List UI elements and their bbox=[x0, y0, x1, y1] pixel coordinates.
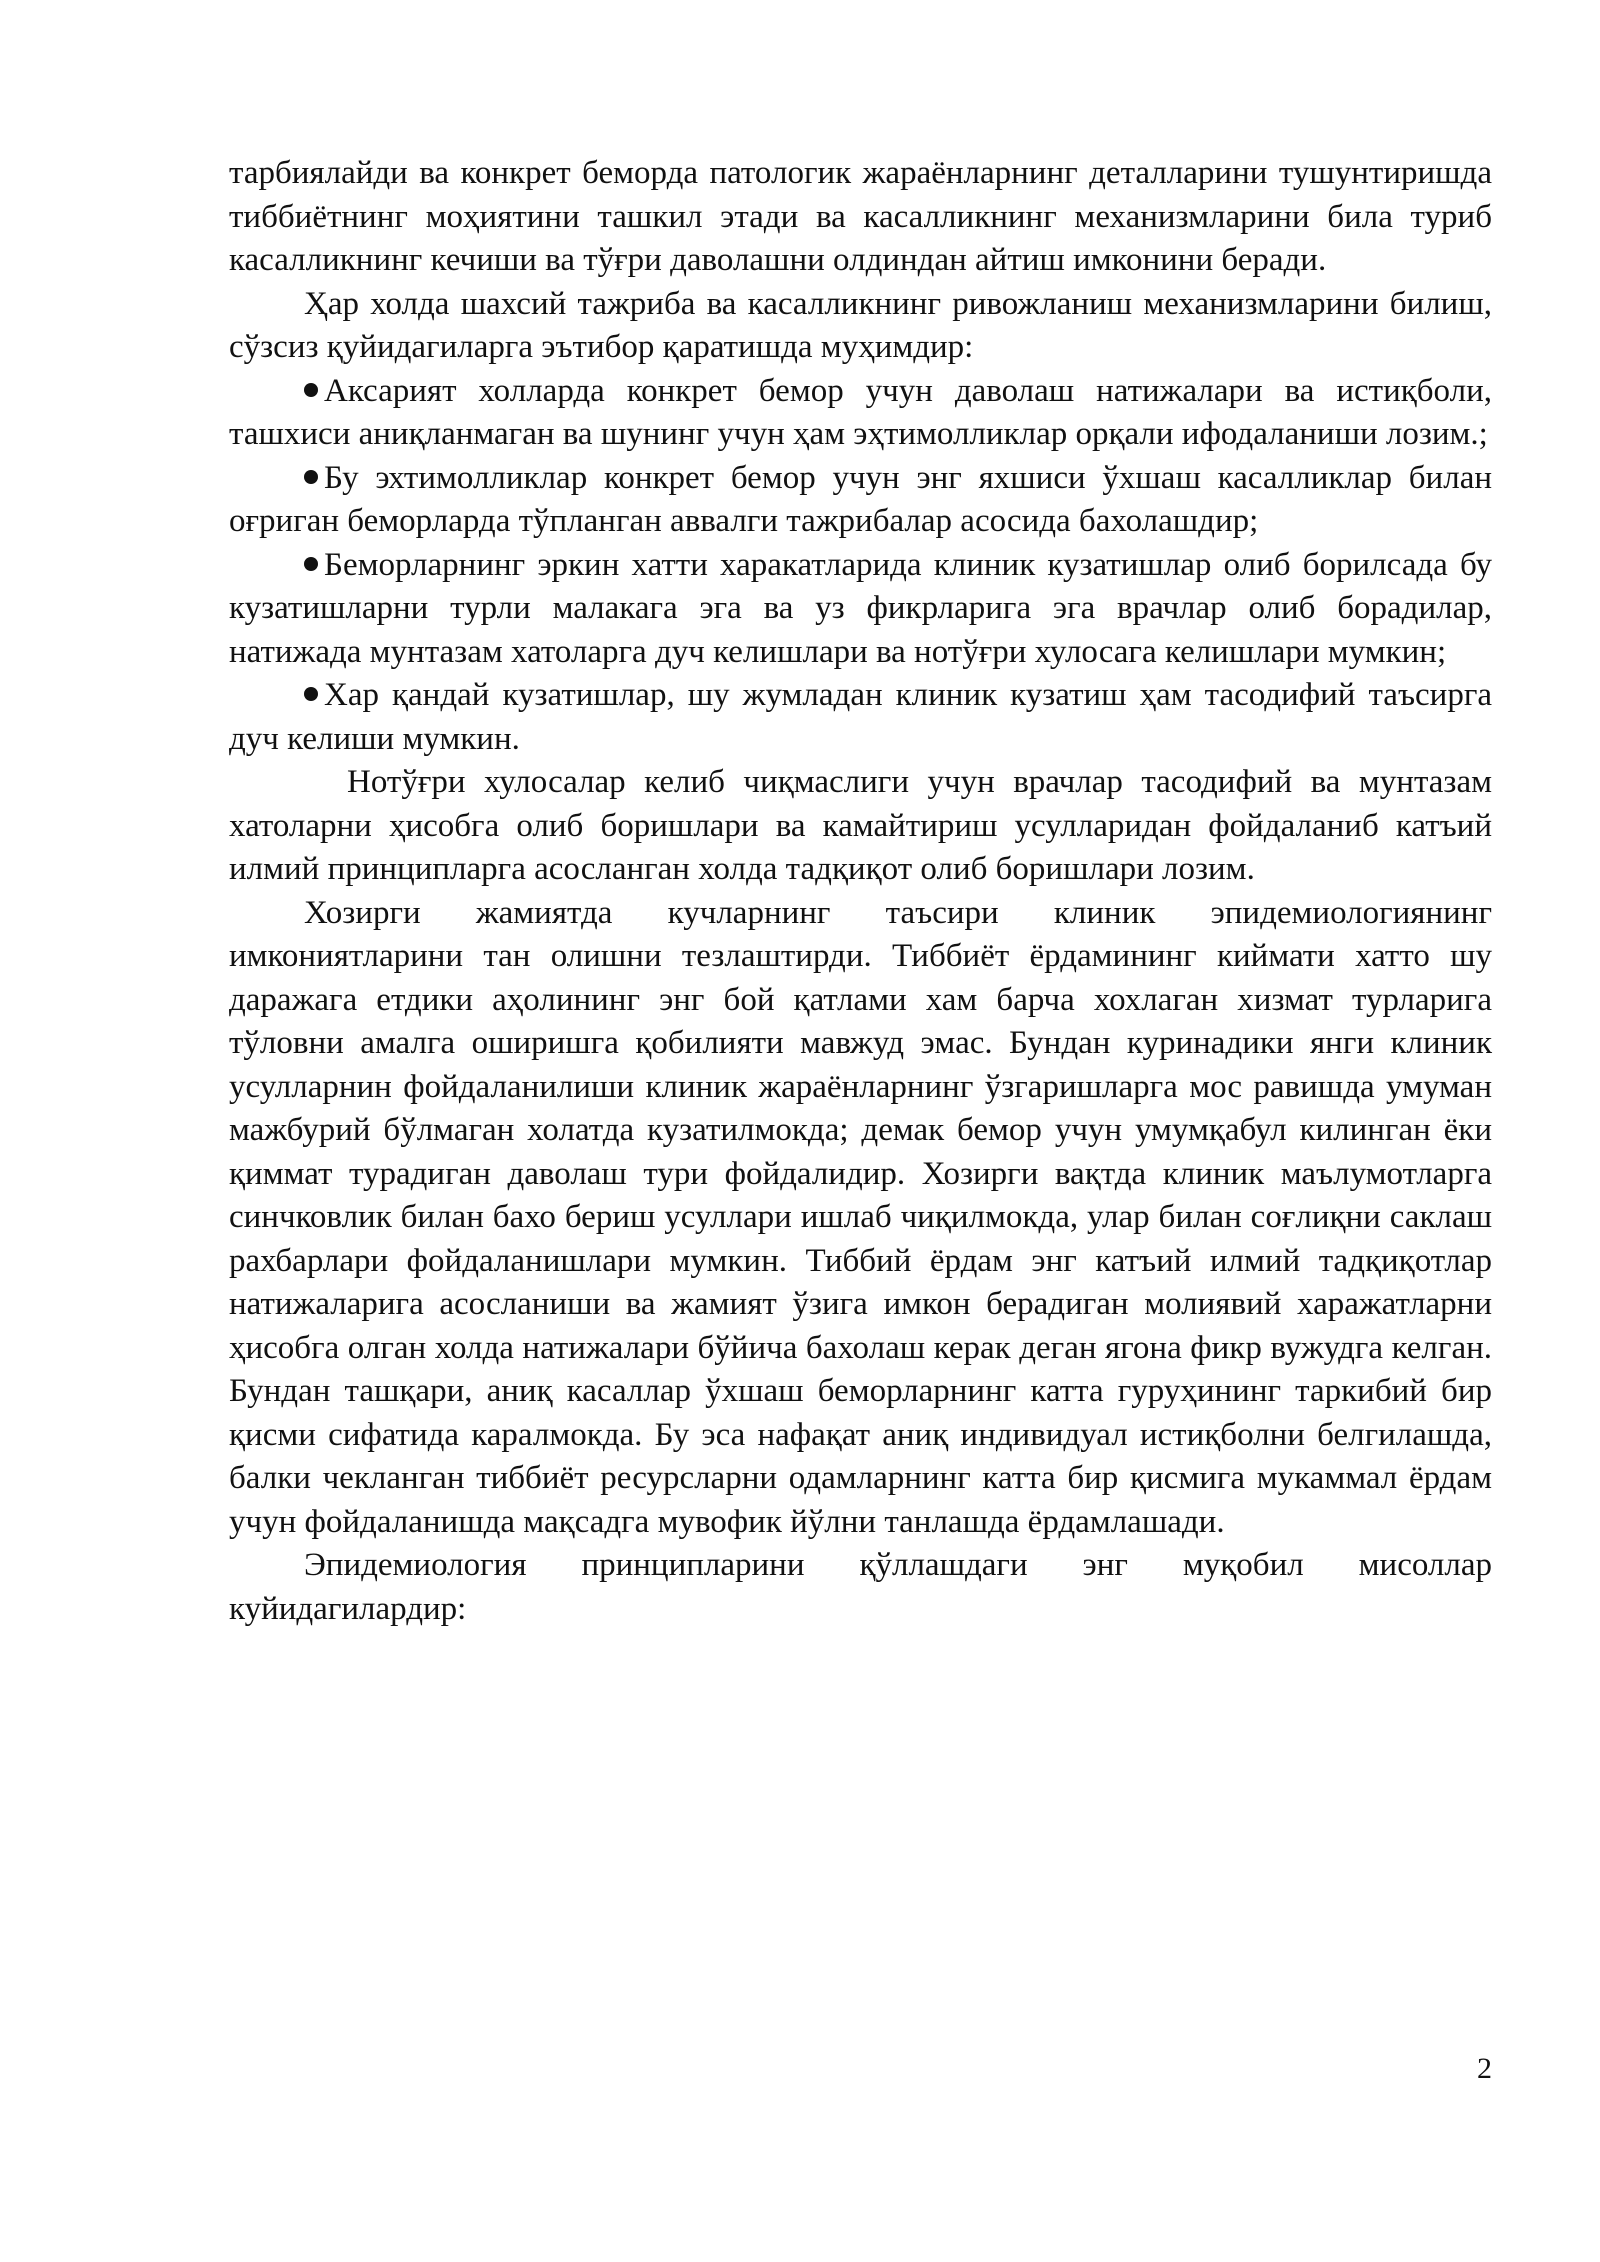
bullet-icon bbox=[304, 383, 318, 397]
bullet-icon bbox=[304, 470, 318, 484]
page-number: 2 bbox=[1477, 2052, 1492, 2085]
paragraph-5: Эпидемиология принципларини қўллашдаги энг муқобил мисоллар куйидагилардир: bbox=[229, 1547, 1492, 1627]
bullet-text-2: Бу эхтимолликлар конкрет бемор учун энг яхшиси ўхшаш касалликлар билан оғриган беморларда тўпланган аввалги тажрибалар асосида бахолашдир; bbox=[229, 459, 1492, 539]
paragraph-2: Ҳар холда шахсий тажриба ва касалликнинг ривожланиш механизмларини билиш, сўзсиз қуйидагиларга эътибор қаратишда муҳимдир: bbox=[229, 285, 1492, 365]
bullet-text-3: Беморларнинг эркин хатти харакатларида клиник кузатишлар олиб борилсада бу кузатишларни турли малакага эга ва уз фикрларига эга врачлар олиб борадилар, натижада мунтазам хатоларга дуч келишлари ва нотўғри хулосага келишлари мумкин; bbox=[229, 546, 1492, 670]
paragraph-3: Нотўғри хулосалар келиб чиқмаслиги учун врачлар тасодифий ва мунтазам хатоларни ҳисобга олиб боришлари ва камайтириш усулларидан фойдаланиб катъий илмий принципларга асосланган холда тадқиқот олиб боришлари лозим. bbox=[229, 764, 1492, 887]
page-body bbox=[229, 152, 1492, 1631]
bullet-item-3 bbox=[229, 544, 1492, 675]
paragraph-4: Хозирги жамиятда кучларнинг таъсири клиник эпидемиологиянинг имкониятларини тан олишни тезлаштирди. Тиббиёт ёрдамининг киймати хатто шу даражага етдики аҳолининг энг бой қатлами хам барча хохлаган хизмат турларига тўловни амалга оширишга қобилияти мавжуд эмас. Бундан куринадики янги клиник усулларнин фойдаланилиши клиник жараёнларнинг ўзгаришларга мос равишда умуман мажбурий бўлмаган холатда кузатилмокда; демак бемор учун умумқабул килинган ёки қиммат турадиган даволаш тури фойдалидир. Хозирги вақтда клиник маълумотларга синчковлик билан бахо бериш усуллари ишлаб чиқилмокда, улар билан соғлиқни саклаш рахбарлари фойдаланишлари мумкин. Тиббий ёрдам энг катъий илмий тадқиқотлар натижаларига асосланиши ва жамият ўзига имкон берадиган молиявий харажатларни ҳисобга олган холда натижалари бўйича бахолаш керак деган ягона фикр вужудга келган. Бундан ташқари, аниқ касаллар ўхшаш беморларнинг катта гуруҳининг таркибий бир қисми сифатида каралмокда. Бу эса нафақат аниқ индивидуал истиқболни белгилашда, балки чекланган тиббиёт ресурсларни одамларнинг катта бир қисмига мукаммал ёрдам учун фойдаланишда мақсадга мувофик йўлни танлашда ёрдамлашади. bbox=[229, 894, 1492, 1540]
bullet-item-4 bbox=[229, 674, 1492, 761]
bullet-item-2 bbox=[229, 457, 1492, 544]
bullet-text-1: Аксарият холларда конкрет бемор учун даволаш натижалари ва истиқболи, ташхиси аниқланмаган ва шунинг учун ҳам эҳтимолликлар орқали ифодаланиши лозим.; bbox=[229, 372, 1492, 452]
bullet-item-1 bbox=[229, 370, 1492, 457]
paragraph-1: тарбиялайди ва конкрет беморда патологик жараёнларнинг деталларини тушунтиришда тиббиётнинг моҳиятини ташкил этади ва касалликнинг механизмларини била туриб касалликнинг кечиши ва тўғри даволашни олдиндан айтиш имконини беради. bbox=[229, 155, 1492, 278]
bullet-icon bbox=[304, 687, 318, 701]
bullet-text-4: Хар қандай кузатишлар, шу жумладан клиник кузатиш ҳам тасодифий таъсирга дуч келиши мумкин. bbox=[229, 677, 1492, 757]
bullet-icon bbox=[304, 557, 318, 571]
bullet-list bbox=[229, 370, 1492, 762]
